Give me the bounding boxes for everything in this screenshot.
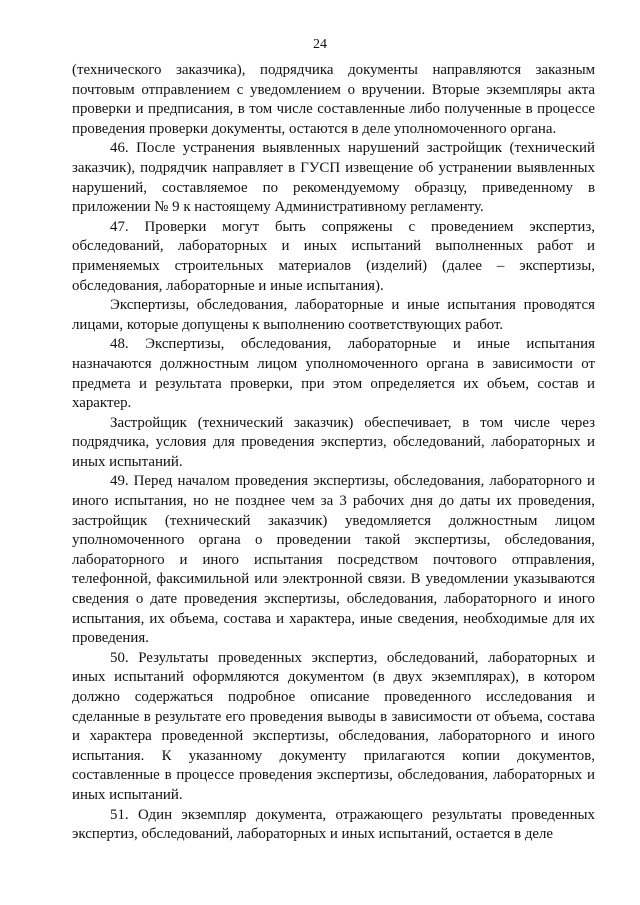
paragraph-continuation: (технического заказчика), подрядчика документы направляются заказным почтовым отправлением с уведомлением о вручении. Вторые экземпляры акта проверки и предписания, в том числе составленные либо полученные в процессе проведения проверки документы, остаются в деле уполномоченного органа. (72, 62, 595, 137)
paragraph-47: 47. Проверки могут быть сопряжены с проведением экспертиз, обследований, лабораторных и иных испытаний выполненных работ и применяемых строительных материалов (изделий) (далее – экспертизы, обследования, лабораторные и иные испытания). (72, 218, 595, 294)
paragraph-49: 49. Перед началом проведения экспертизы, обследования, лабораторного и иного испытания, но не позднее чем за 3 рабочих дня до даты их проведения, застройщик (технический заказчик) уведомляется должностным лицом уполномоченного органа о проведении такой экспертизы, обследования, лабораторного и иного испытания посредством почтового отправления, телефонной, факсимильной или электронной связи. В уведомлении указываются сведения о дате проведения экспертизы, обследования, лабораторного и иного испытания, их объема, состава и характера, иные сведения, необходимые для их проведения. (72, 473, 595, 647)
paragraph-47-note: Экспертизы, обследования, лабораторные и иные испытания проводятся лицами, которые допущены к выполнению соответствующих работ. (72, 297, 595, 333)
paragraph-50: 50. Результаты проведенных экспертиз, обследований, лабораторных и иных испытаний оформляются документом (в двух экземплярах), в котором должно содержаться подробное описание проведенного исследования и сделанные в результате его проведения выводы в зависимости от объема, состава и характера проведенной экспертизы, обследования, лабораторного и иного испытания. К указанному документу прилагаются копии документов, составленные в процессе проведения экспертизы, обследования, лабораторных и иных испытаний. (72, 649, 595, 803)
paragraph-48: 48. Экспертизы, обследования, лабораторные и иные испытания назначаются должностным лицом уполномоченного органа в зависимости от предмета и результата проверки, при этом определяется их объем, состав и характер. (72, 336, 595, 412)
paragraph-46: 46. После устранения выявленных нарушений застройщик (технический заказчик), подрядчик направляет в ГУСП извещение об устранении выявленных нарушений, составляемое по рекомендуемому образцу, приведенному в приложении № 9 к настоящему Административному регламенту. (72, 140, 595, 216)
page-number: 24 (313, 37, 327, 52)
paragraph-48-note: Застройщик (технический заказчик) обеспечивает, в том числе через подрядчика, условия для проведения экспертиз, обследований, лабораторных и иных испытаний. (72, 414, 595, 470)
paragraph-51: 51. Один экземпляр документа, отражающего результаты проведенных экспертиз, обследований, лабораторных и иных испытаний, остается в деле (72, 806, 595, 843)
document-body (72, 61, 595, 845)
